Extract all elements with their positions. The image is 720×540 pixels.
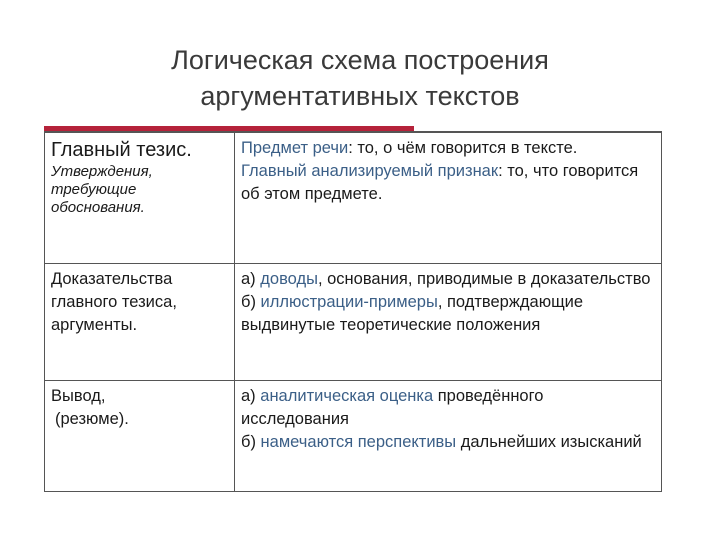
cell-main-thesis [45,132,235,264]
item-b-prefix: б) [241,293,261,311]
evidence-label: Доказательства главного тезиса, аргументы. [51,270,177,334]
main-thesis-label: Главный тезис. [51,139,192,161]
evidence-item-a [241,268,655,291]
evidence-item-b [241,291,655,337]
conclusion-summary: (резюме). [55,410,129,428]
conclusion-label: Вывод, [51,387,106,405]
argument-scheme-table [44,131,662,492]
item-a-prefix: а) [241,387,261,405]
cell-conclusion [45,381,235,492]
cell-conclusion-details [235,381,662,492]
feature-definition: : то, что говорится об этом предмете. [241,162,639,203]
subject-line [241,137,655,160]
conclusion-item-b [241,431,655,454]
slide-title-line-2: аргументативных текстов [200,81,520,111]
table-row [45,132,662,264]
cell-main-thesis-details [235,132,662,264]
cell-evidence [45,264,235,381]
arguments-term: доводы [260,270,318,288]
examples-term: иллюстрации-примеры [260,293,438,311]
item-a-prefix: а) [241,270,261,288]
subject-term: Предмет речи [241,139,349,157]
slide-title-line-1: Логическая схема построения [171,45,549,75]
assessment-term: аналитическая оценка [260,387,434,405]
feature-line [241,160,655,206]
slide-title [60,42,660,114]
table-row [45,381,662,492]
cell-evidence-details [235,264,662,381]
prospects-term: намечаются перспективы [260,433,457,451]
arguments-definition: , основания, приводимые в доказательство [317,270,651,288]
feature-term: Главный анализируемый признак [241,162,499,180]
conclusion-item-a [241,385,655,431]
prospects-definition: дальнейших изысканий [456,433,642,451]
main-thesis-description: Утверждения, требующие обоснования. [51,163,153,216]
subject-definition: : то, о чём говорится в тексте. [348,139,578,157]
item-b-prefix: б) [241,433,261,451]
examples-definition: , подтверждающие выдвинутые теоретические положения [241,293,584,334]
assessment-definition: проведённого исследования [241,387,544,428]
table-row [45,264,662,381]
